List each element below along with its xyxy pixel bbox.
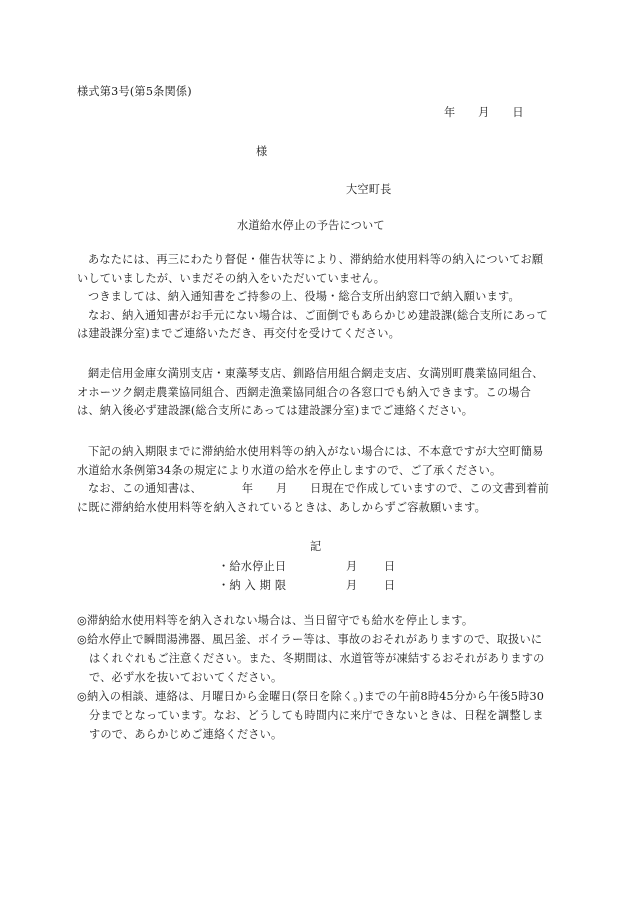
record-list	[218, 557, 395, 595]
record-label: ・給水停止日	[218, 560, 287, 573]
paragraph-line: あなたには、再三にわたり督促・催告状等により、滞納給水使用料等の納入についてお願いしていましたが、いまだその納入をいただいていません。	[77, 253, 544, 285]
date-line: 年 月 日	[444, 106, 524, 119]
record-row	[218, 576, 395, 595]
addressee-suffix: 様	[256, 145, 268, 158]
record-day: 日	[384, 560, 396, 573]
paragraph-payment-locations	[77, 365, 553, 421]
record-month: 月	[346, 560, 358, 573]
note-item: ◎納入の相談、連絡は、月曜日から金曜日(祭日を除く。)までの午前8時45分から午後5時30分までとなっています。なお、どうしても時間内に来庁できないときは、日程を調整しますので、あらかじめご連絡ください。	[77, 690, 545, 741]
paragraph-stop-warning	[77, 443, 553, 517]
record-day: 日	[384, 579, 396, 592]
note-item: ◎給水停止で瞬間湯沸器、風呂釜、ボイラー等は、事故のおそれがありますので、取扱いにはくれぐれもご注意ください。また、冬期間は、水道管等が凍結するおそれがありますので、必ず水を抜いておいてください。	[77, 633, 545, 684]
form-number: 様式第3号(第5条関係)	[77, 85, 192, 98]
record-heading: 記	[310, 540, 322, 553]
record-month: 月	[346, 579, 358, 592]
record-row	[218, 557, 395, 576]
sender-name: 大空町長	[346, 183, 392, 196]
record-label: ・納 入 期 限	[218, 579, 287, 592]
paragraph-line: 網走信用金庫女満別支店・東藻琴支店、釧路信用組合網走支店、女満別町農業協同組合、オホーツク網走農業協同組合、西網走漁業協同組合の各窓口でも納入できます。この場合は、納入後必ず建設課(総合支所にあっては建設課分室)までご連絡ください。	[77, 367, 544, 417]
paragraph-line: 下記の納入期限までに滞納給水使用料等の納入がない場合には、不本意ですが大空町簡易水道給水条例第34条の規定により水道の給水を停止しますので、ご了承ください。	[77, 445, 544, 477]
paragraph-notice	[77, 251, 553, 344]
paragraph-line: なお、納入通知書がお手元にない場合は、ご面倒でもあらかじめ建設課(総合支所にあっては建設課分室)までご連絡いただき、再交付を受けてください。	[77, 308, 548, 340]
document-title: 水道給水停止の予告について	[237, 219, 385, 232]
paragraph-line: なお、この通知書は、 年 月 日現在で作成していますので、この文書到着前に既に滞納給水使用料等を納入されているときは、あしからずご容赦願います。	[77, 482, 550, 514]
note-item: ◎滞納給水使用料等を納入されない場合は、当日留守でも給水を停止します。	[77, 614, 474, 627]
notes-list	[77, 611, 553, 744]
paragraph-line: つきましては、納入通知書をご持参の上、役場・総合支所出納窓口で納入願います。	[88, 290, 520, 303]
